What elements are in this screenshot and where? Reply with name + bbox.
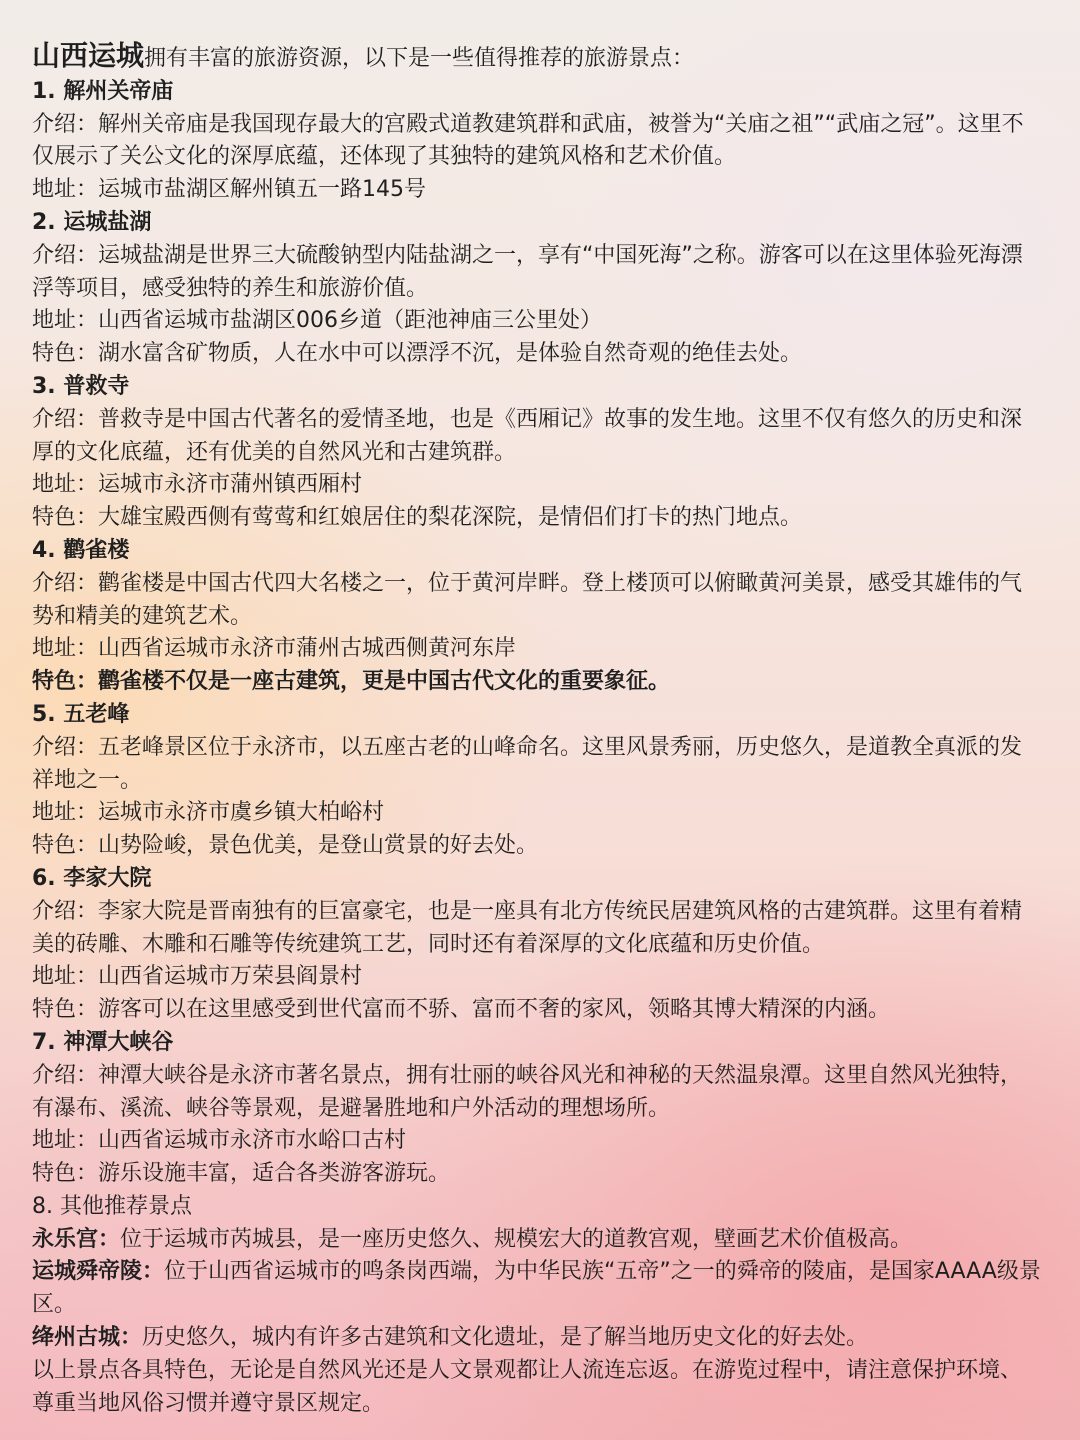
attraction-feature: 特色：山势险峻，景色优美，是登山赏景的好去处。 <box>32 833 539 859</box>
attraction-6 <box>32 863 1042 1027</box>
intro-paragraph <box>32 40 1042 76</box>
other-attraction-text: 历史悠久，城内有许多古建筑和文化遗址，是了解当地历史文化的好去处。 <box>142 1325 869 1351</box>
attraction-heading: 4. 鹳雀楼 <box>32 537 130 563</box>
attraction-address: 地址：运城市永济市蒲州镇西厢村 <box>32 472 363 498</box>
attraction-address: 地址：山西省运城市万荣县阎景村 <box>32 964 363 990</box>
attraction-intro: 介绍：运城盐湖是世界三大硫酸钠型内陆盐湖之一，享有“中国死海”之称。游客可以在这里体验死海漂浮等项目，感受独特的养生和旅游价值。 <box>32 242 1023 301</box>
attraction-feature: 特色：游客可以在这里感受到世代富而不骄、富而不奢的家风，领略其博大精深的内涵。 <box>32 997 891 1023</box>
attraction-5 <box>32 699 1042 863</box>
attraction-intro: 介绍：李家大院是晋南独有的巨富豪宅，也是一座具有北方传统民居建筑风格的古建筑群。这里有着精美的砖雕、木雕和石雕等传统建筑工艺，同时还有着深厚的文化底蕴和历史价值。 <box>32 898 1023 957</box>
attraction-feature: 特色：湖水富含矿物质，人在水中可以漂浮不沉，是体验自然奇观的绝佳去处。 <box>32 341 803 367</box>
other-attraction-text: 位于山西省运城市的鸣条岗西端，为中华民族“五帝”之一的舜帝的陵庙，是国家AAAA级景区。 <box>32 1259 1041 1318</box>
attraction-feature: 特色：鹳雀楼不仅是一座古建筑，更是中国古代文化的重要象征。 <box>32 669 671 695</box>
attraction-heading: 1. 解州关帝庙 <box>32 78 174 104</box>
attraction-intro: 介绍：解州关帝庙是我国现存最大的宫殿式道教建筑群和武庙，被誉为“关庙之祖”“武庙之冠”。这里不仅展示了关公文化的深厚底蕴，还体现了其独特的建筑风格和艺术价值。 <box>32 111 1024 170</box>
attraction-address: 地址：山西省运城市永济市蒲州古城西侧黄河东岸 <box>32 636 517 662</box>
attraction-heading: 2. 运城盐湖 <box>32 209 152 235</box>
document-body <box>32 40 1042 1420</box>
attraction-heading: 5. 五老峰 <box>32 701 130 727</box>
attraction-feature: 特色：大雄宝殿西侧有莺莺和红娘居住的梨花深院，是情侣们打卡的热门地点。 <box>32 505 803 531</box>
attraction-1 <box>32 76 1042 207</box>
attraction-heading: 6. 李家大院 <box>32 865 152 891</box>
attraction-intro: 介绍：普救寺是中国古代著名的爱情圣地，也是《西厢记》故事的发生地。这里不仅有悠久的历史和深厚的文化底蕴，还有优美的自然风光和古建筑群。 <box>32 406 1023 465</box>
attraction-heading: 7. 神潭大峡谷 <box>32 1029 174 1055</box>
attraction-feature: 特色：游乐设施丰富，适合各类游客游玩。 <box>32 1161 451 1187</box>
intro-lead: 山西运城 <box>32 39 145 72</box>
other-attraction-text: 位于运城市芮城县，是一座历史悠久、规模宏大的道教宫观，壁画艺术价值极高。 <box>120 1226 913 1252</box>
other-attraction-item <box>32 1322 1042 1355</box>
attraction-intro: 介绍：鹳雀楼是中国古代四大名楼之一，位于黄河岸畔。登上楼顶可以俯瞰黄河美景，感受其雄伟的气势和精美的建筑艺术。 <box>32 570 1023 629</box>
attraction-7 <box>32 1027 1042 1191</box>
closing-paragraph: 以上景点各具特色，无论是自然风光还是人文景观都让人流连忘返。在游览过程中，请注意保护环境、尊重当地风俗习惯并遵守景区规定。 <box>32 1357 1023 1416</box>
other-attraction-name: 运城舜帝陵： <box>32 1259 165 1285</box>
attraction-address: 地址：运城市永济市虞乡镇大柏峪村 <box>32 800 385 826</box>
other-attraction-name: 永乐宫： <box>32 1226 121 1252</box>
intro-text: 拥有丰富的旅游资源，以下是一些值得推荐的旅游景点： <box>144 46 695 71</box>
other-attraction-item <box>32 1224 1042 1257</box>
attraction-address: 地址：山西省运城市盐湖区006乡道（距池神庙三公里处） <box>32 308 602 334</box>
other-attraction-name: 绛州古城： <box>32 1325 143 1351</box>
attraction-4 <box>32 535 1042 699</box>
other-attractions <box>32 1191 1042 1355</box>
attraction-intro: 介绍：神潭大峡谷是永济市著名景点，拥有壮丽的峡谷风光和神秘的天然温泉潭。这里自然风光独特，有瀑布、溪流、峡谷等景观，是避暑胜地和户外活动的理想场所。 <box>32 1062 1023 1121</box>
attraction-address: 地址：山西省运城市永济市水峪口古村 <box>32 1128 407 1154</box>
other-attractions-heading: 8. 其他推荐景点 <box>32 1193 192 1219</box>
attraction-address: 地址：运城市盐湖区解州镇五一路145号 <box>32 177 426 203</box>
attraction-heading: 3. 普救寺 <box>32 373 130 399</box>
attraction-intro: 介绍：五老峰景区位于永济市，以五座古老的山峰命名。这里风景秀丽，历史悠久，是道教全真派的发祥地之一。 <box>32 734 1023 793</box>
attraction-3 <box>32 371 1042 535</box>
other-attraction-item <box>32 1256 1042 1322</box>
attraction-2 <box>32 207 1042 371</box>
